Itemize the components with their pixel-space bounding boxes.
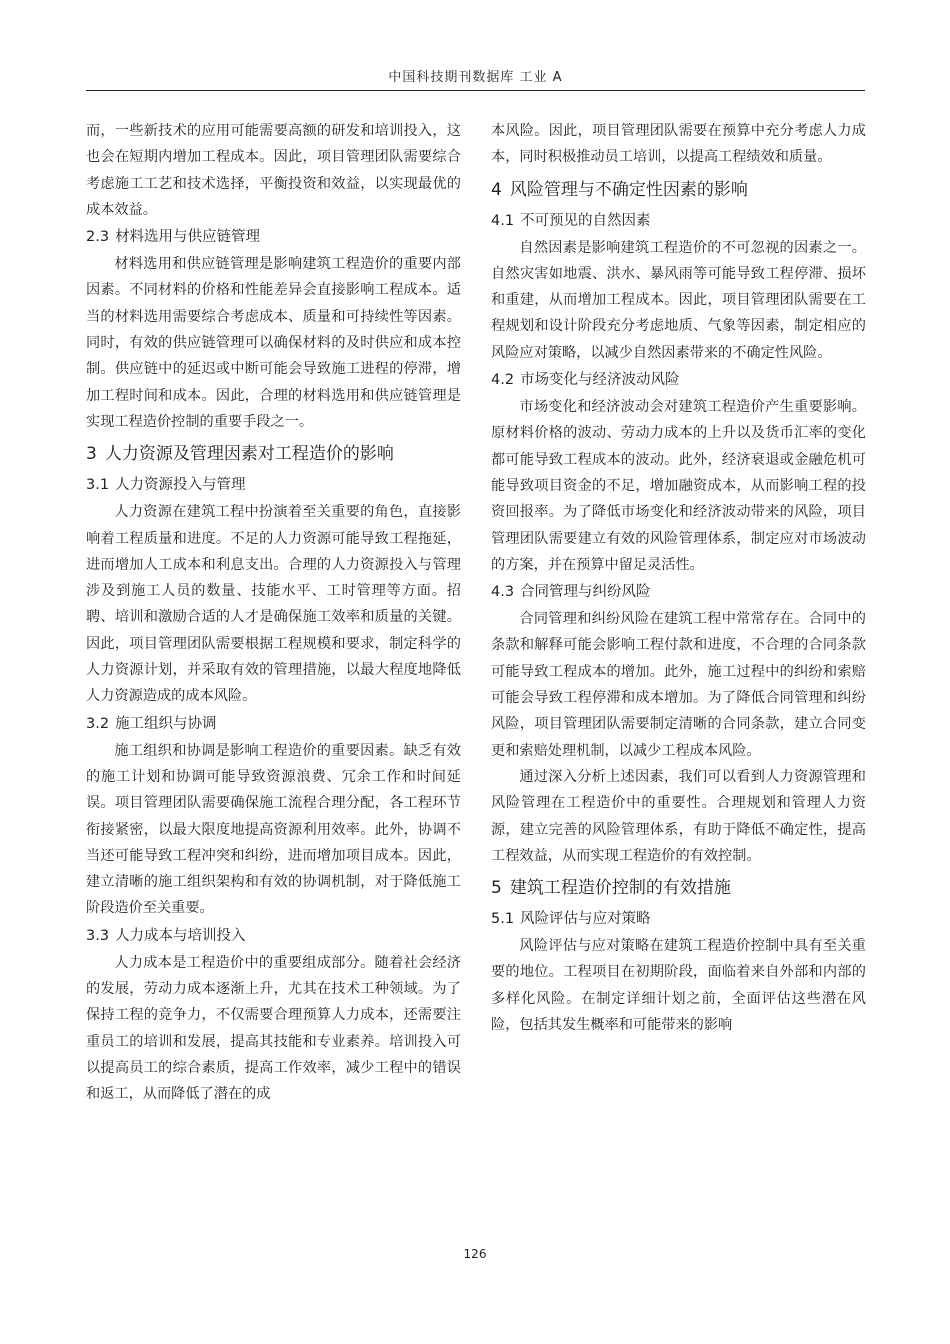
right-column	[491, 118, 866, 1038]
page-number: 126	[463, 1247, 487, 1261]
section-title: 不可预见的自然因素	[520, 212, 651, 229]
section-heading-4-2	[491, 366, 866, 394]
section-heading-3-1	[86, 471, 461, 499]
section-title: 施工组织与协调	[115, 715, 217, 732]
section-heading-4-3	[491, 578, 866, 606]
section-number: 4.1	[491, 212, 515, 229]
section-number: 5.1	[491, 911, 515, 928]
section-number: 4.2	[491, 372, 515, 389]
paragraph: 自然因素是影响建筑工程造价的不可忽视的因素之一。自然灾害如地震、洪水、暴风雨等可能导致工程停滞、损坏和重建，从而增加工程成本。因此，项目管理团队需要在工程规划和设计阶段充分考虑地质、气象等因素，制定相应的风险应对策略，以减少自然因素带来的不确定性风险。	[491, 239, 866, 361]
section-number: 2.3	[86, 229, 110, 246]
section-number: 3.1	[86, 477, 110, 494]
paragraph: 而，一些新技术的应用可能需要高额的研发和培训投入，这也会在短期内增加工程成本。因此，项目管理团队需要综合考虑施工工艺和技术选择，平衡投资和效益，以实现最优的成本效益。	[86, 123, 461, 218]
paragraph: 人力资源在建筑工程中扮演着至关重要的角色，直接影响着工程质量和进度。不足的人力资源可能导致工程拖延，进而增加人工成本和利息支出。合理的人力资源投入与管理涉及到施工人员的数量、技能水平、工时管理等方面。招聘、培训和激励合适的人才是确保施工效率和质量的关键。因此，项目管理团队需要根据工程规模和要求，制定科学的人力资源计划，并采取有效的管理措施，以最大程度地降低人力资源造成的成本风险。	[86, 504, 461, 705]
section-title: 人力资源投入与管理	[115, 477, 246, 494]
paragraph: 合同管理和纠纷风险在建筑工程中常常存在。合同中的条款和解释可能会影响工程付款和进度，不合理的合同条款可能导致工程成本的增加。此外，施工过程中的纠纷和索赔可能会导致工程停滞和成本增加。为了降低合同管理和纠纷风险，项目管理团队需要制定清晰的合同条款，建立合同变更和索赔处理机制，以减少工程成本风险。	[491, 611, 866, 759]
paragraph: 通过深入分析上述因素，我们可以看到人力资源管理和风险管理在工程造价中的重要性。合理规划和管理人力资源，建立完善的风险管理体系，有助于降低不确定性，提高工程效益，从而实现工程造价的有效控制。	[491, 768, 866, 864]
section-number: 3	[86, 444, 97, 465]
section-heading-5-1	[491, 905, 866, 933]
section-number: 4	[491, 179, 502, 200]
left-column	[86, 118, 461, 1108]
section-heading-5	[491, 869, 866, 905]
paragraph: 人力成本是工程造价中的重要组成部分。随着社会经济的发展，劳动力成本逐渐上升，尤其在技术工种领域。为了保持工程的竞争力，不仅需要合理预算人力成本，还需要注重员工的培训和发展，提高其技能和专业素养。培训投入可以提高员工的综合素质，提高工作效率，减少工程中的错误和返工，从而降低了潜在的成	[86, 954, 461, 1103]
paragraph: 风险评估与应对策略在建筑工程造价控制中具有至关重要的地位。工程项目在初期阶段，面临着来自外部和内部的多样化风险。在制定详细计划之前，全面评估这些潜在风险，包括其发生概率和可能带来的影响	[491, 938, 866, 1034]
section-heading-2-3	[86, 223, 461, 251]
section-heading-3-2	[86, 710, 461, 738]
section-title: 建筑工程造价控制的有效措施	[509, 878, 731, 899]
section-title: 市场变化与经济波动风险	[520, 372, 680, 389]
paragraph: 材料选用和供应链管理是影响建筑工程造价的重要内部因素。不同材料的价格和性能差异会直接影响工程成本。适当的材料选用需要综合考虑成本、质量和可持续性等因素。同时，有效的供应链管理可以确保材料的及时供应和成本控制。供应链中的延迟或中断可能会导致施工进程的停滞，增加工程时间和成本。因此，合理的材料选用和供应链管理是实现工程造价控制的重要手段之一。	[86, 256, 461, 430]
section-number: 3.2	[86, 715, 110, 732]
paragraph: 施工组织和协调是影响工程造价的重要因素。缺乏有效的施工计划和协调可能导致资源浪费、冗余工作和时间延误。项目管理团队需要确保施工流程合理分配，各工程环节衔接紧密，以最大限度地提高资源利用效率。此外，协调不当还可能导致工程冲突和纠纷，进而增加项目成本。因此，建立清晰的施工组织架构和有效的协调机制，对于降低施工阶段造价至关重要。	[86, 742, 461, 917]
paragraph: 本风险。因此，项目管理团队需要在预算中充分考虑人力成本，同时积极推动员工培训，以提高工程绩效和质量。	[491, 123, 866, 166]
section-heading-4-1	[491, 207, 866, 235]
header-rule	[86, 90, 865, 91]
section-title: 人力成本与培训投入	[115, 927, 246, 944]
section-title: 风险评估与应对策略	[520, 911, 651, 928]
section-number: 3.3	[86, 927, 110, 944]
section-heading-3	[86, 435, 461, 471]
section-number: 4.3	[491, 584, 515, 601]
section-title: 人力资源及管理因素对工程造价的影响	[104, 444, 394, 465]
section-heading-3-3	[86, 922, 461, 950]
section-title: 材料选用与供应链管理	[115, 229, 261, 246]
paragraph: 市场变化和经济波动会对建筑工程造价产生重要影响。原材料价格的波动、劳动力成本的上升以及货币汇率的变化都可能导致工程成本的波动。此外，经济衰退或金融危机可能导致项目资金的不足，增加融资成本，从而影响工程的投资回报率。为了降低市场变化和经济波动带来的风险，项目管理团队需要建立有效的风险管理体系，制定应对市场波动的方案，并在预算中留足灵活性。	[491, 399, 866, 573]
section-heading-4	[491, 171, 866, 207]
running-header: 中国科技期刊数据库 工业 A	[388, 70, 563, 85]
section-title: 风险管理与不确定性因素的影响	[509, 179, 748, 200]
section-number: 5	[491, 878, 502, 899]
section-title: 合同管理与纠纷风险	[520, 584, 651, 601]
